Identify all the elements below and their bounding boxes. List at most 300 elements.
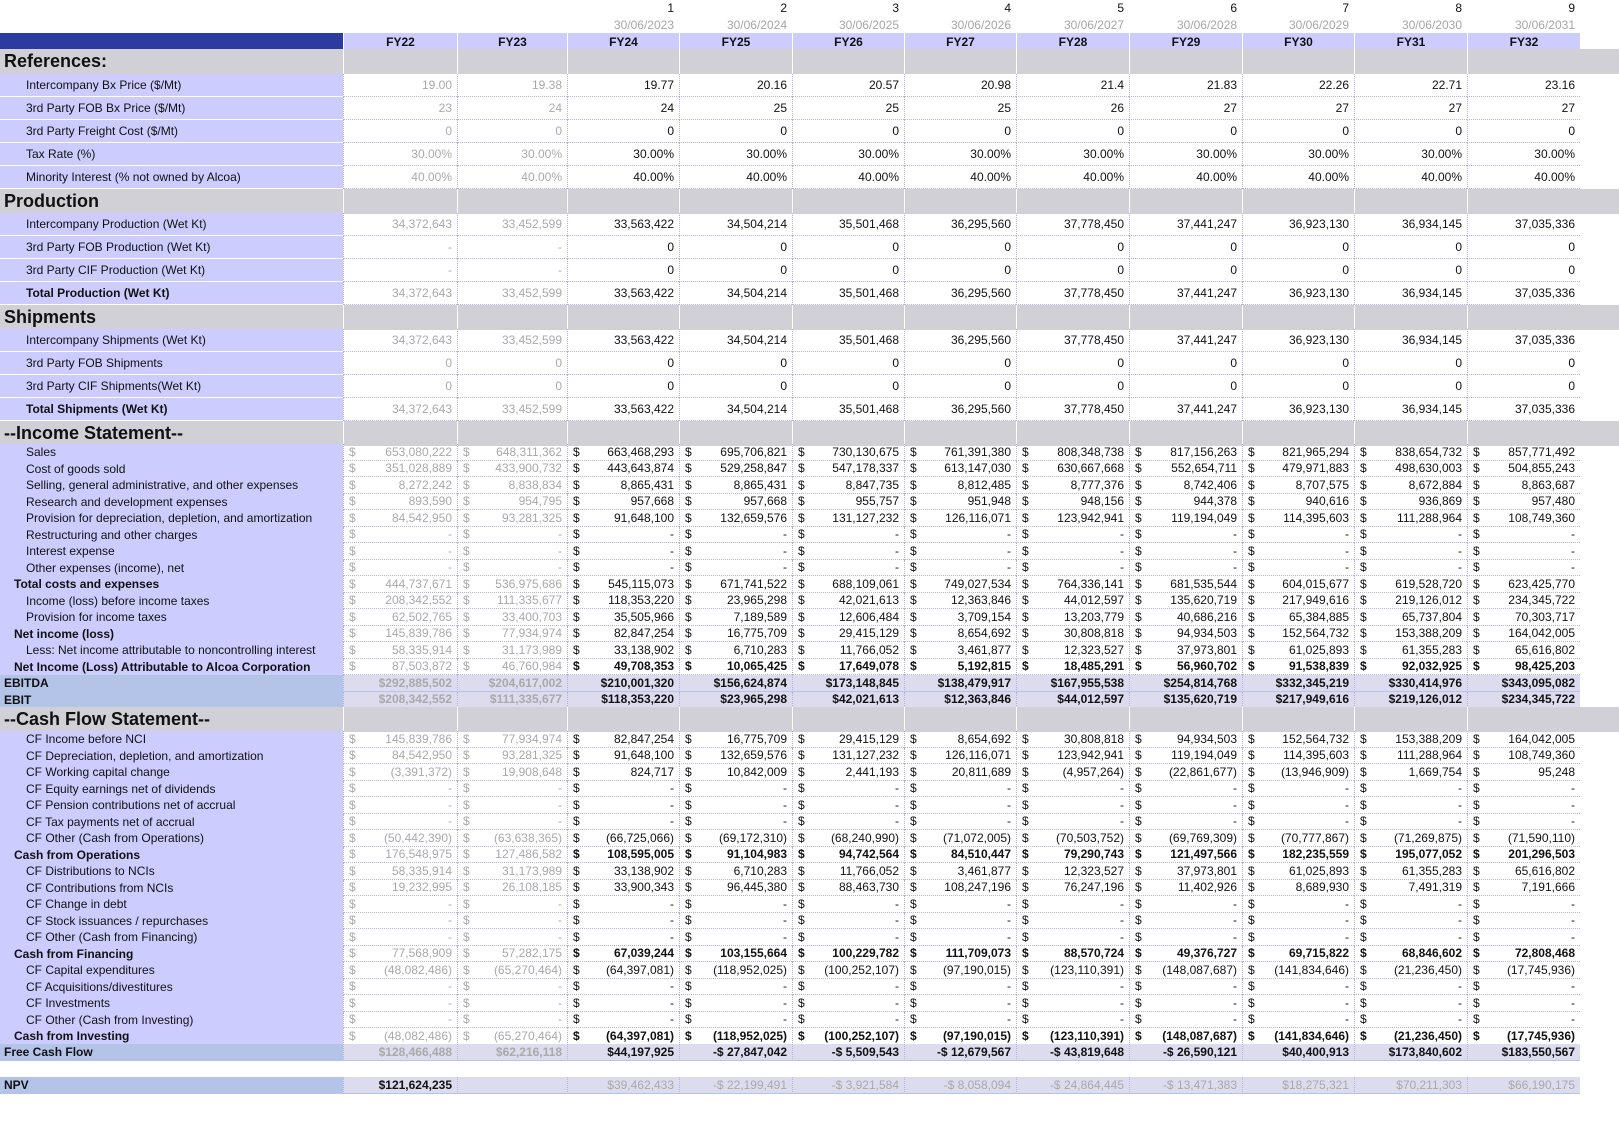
value-cell[interactable] xyxy=(457,863,567,880)
value-cell[interactable] xyxy=(1242,543,1354,560)
value-cell[interactable] xyxy=(904,946,1016,963)
value-cell[interactable] xyxy=(1129,995,1242,1012)
value-cell[interactable] xyxy=(1016,560,1129,577)
value-cell[interactable] xyxy=(792,880,904,897)
value-cell[interactable]: 30.00% xyxy=(679,143,792,166)
value-cell[interactable]: 0 xyxy=(1016,352,1129,375)
value-cell[interactable] xyxy=(457,510,567,527)
value-cell[interactable] xyxy=(1016,461,1129,478)
value-cell[interactable] xyxy=(679,962,792,979)
value-cell[interactable] xyxy=(1467,1028,1580,1045)
value-cell[interactable]: 0 xyxy=(679,120,792,143)
value-cell[interactable]: $66,190,175 xyxy=(1467,1077,1580,1094)
value-cell[interactable]: $332,345,219 xyxy=(1242,675,1354,692)
value-cell[interactable]: $204,617,002 xyxy=(457,675,567,692)
value-cell[interactable] xyxy=(1129,444,1242,461)
value-cell[interactable] xyxy=(792,847,904,864)
value-cell[interactable]: 0 xyxy=(1467,259,1580,282)
value-cell[interactable] xyxy=(904,962,1016,979)
row-label[interactable]: NPV xyxy=(0,1077,343,1094)
value-cell[interactable] xyxy=(567,814,679,831)
value-cell[interactable]: 0 xyxy=(904,259,1016,282)
value-cell[interactable]: 0 xyxy=(457,352,567,375)
value-cell[interactable] xyxy=(343,461,457,478)
value-cell[interactable] xyxy=(343,797,457,814)
value-cell[interactable]: 0 xyxy=(343,352,457,375)
value-cell[interactable] xyxy=(679,979,792,996)
value-cell[interactable] xyxy=(904,781,1016,798)
value-cell[interactable]: $39,462,433 xyxy=(567,1077,679,1094)
value-cell[interactable] xyxy=(792,609,904,626)
value-cell[interactable] xyxy=(457,642,567,659)
value-cell[interactable]: 37,441,247 xyxy=(1129,213,1242,236)
value-cell[interactable] xyxy=(904,929,1016,946)
value-cell[interactable]: 21.83 xyxy=(1129,74,1242,97)
value-cell[interactable] xyxy=(567,995,679,1012)
value-cell[interactable]: 0 xyxy=(1467,352,1580,375)
value-cell[interactable] xyxy=(679,560,792,577)
value-cell[interactable]: 20.16 xyxy=(679,74,792,97)
value-cell[interactable]: 0 xyxy=(1354,352,1467,375)
value-cell[interactable] xyxy=(679,814,792,831)
value-cell[interactable]: 36,295,560 xyxy=(904,213,1016,236)
value-cell[interactable]: 35,501,468 xyxy=(792,329,904,352)
value-cell[interactable]: 0 xyxy=(679,259,792,282)
value-cell[interactable] xyxy=(1354,797,1467,814)
value-cell[interactable] xyxy=(1354,626,1467,643)
value-cell[interactable] xyxy=(343,527,457,544)
value-cell[interactable] xyxy=(1129,847,1242,864)
value-cell[interactable] xyxy=(1129,659,1242,676)
value-cell[interactable] xyxy=(457,748,567,765)
value-cell[interactable]: 33,563,422 xyxy=(567,398,679,421)
value-cell[interactable] xyxy=(679,576,792,593)
value-cell[interactable] xyxy=(1016,979,1129,996)
value-cell[interactable] xyxy=(1242,609,1354,626)
value-cell[interactable]: 27 xyxy=(1129,97,1242,120)
value-cell[interactable]: 40.00% xyxy=(567,166,679,189)
value-cell[interactable] xyxy=(343,659,457,676)
value-cell[interactable] xyxy=(457,929,567,946)
value-cell[interactable]: 0 xyxy=(457,120,567,143)
value-cell[interactable] xyxy=(1129,626,1242,643)
value-cell[interactable]: 0 xyxy=(904,236,1016,259)
value-cell[interactable] xyxy=(457,576,567,593)
value-cell[interactable]: 0 xyxy=(1016,375,1129,398)
row-label[interactable]: CF Capital expenditures xyxy=(0,962,343,979)
value-cell[interactable] xyxy=(1242,461,1354,478)
value-cell[interactable]: 27 xyxy=(1354,97,1467,120)
value-cell[interactable]: FY24 xyxy=(567,33,679,50)
value-cell[interactable]: $156,624,874 xyxy=(679,675,792,692)
value-cell[interactable] xyxy=(457,626,567,643)
value-cell[interactable] xyxy=(1242,830,1354,847)
value-cell[interactable] xyxy=(567,830,679,847)
value-cell[interactable]: 0 xyxy=(343,375,457,398)
value-cell[interactable] xyxy=(343,929,457,946)
value-cell[interactable]: 40.00% xyxy=(1354,166,1467,189)
value-cell[interactable]: 24 xyxy=(457,97,567,120)
value-cell[interactable] xyxy=(904,494,1016,511)
row-label[interactable]: Intercompany Shipments (Wet Kt) xyxy=(0,329,343,352)
value-cell[interactable] xyxy=(1016,847,1129,864)
value-cell[interactable]: 0 xyxy=(679,352,792,375)
value-cell[interactable] xyxy=(679,830,792,847)
value-cell[interactable] xyxy=(1242,642,1354,659)
row-label[interactable]: CF Change in debt xyxy=(0,896,343,913)
value-cell[interactable]: 40.00% xyxy=(1467,166,1580,189)
row-label[interactable]: Total Shipments (Wet Kt) xyxy=(0,398,343,421)
value-cell[interactable] xyxy=(457,543,567,560)
value-cell[interactable] xyxy=(457,830,567,847)
row-label[interactable]: Interest expense xyxy=(0,543,343,560)
value-cell[interactable] xyxy=(679,609,792,626)
value-cell[interactable] xyxy=(792,1028,904,1045)
value-cell[interactable]: 34,372,643 xyxy=(343,213,457,236)
value-cell[interactable] xyxy=(1467,560,1580,577)
value-cell[interactable]: 20.57 xyxy=(792,74,904,97)
row-label[interactable]: CF Investments xyxy=(0,995,343,1012)
value-cell[interactable]: 0 xyxy=(679,375,792,398)
value-cell[interactable] xyxy=(792,461,904,478)
value-cell[interactable] xyxy=(1129,642,1242,659)
value-cell[interactable]: 25 xyxy=(904,97,1016,120)
value-cell[interactable] xyxy=(1354,444,1467,461)
value-cell[interactable] xyxy=(343,830,457,847)
value-cell[interactable] xyxy=(1016,527,1129,544)
value-cell[interactable] xyxy=(1467,781,1580,798)
value-cell[interactable] xyxy=(904,560,1016,577)
value-cell[interactable] xyxy=(1016,477,1129,494)
value-cell[interactable] xyxy=(567,863,679,880)
value-cell[interactable]: 0 xyxy=(567,375,679,398)
value-cell[interactable]: $118,353,220 xyxy=(567,692,679,709)
value-cell[interactable]: 36,923,130 xyxy=(1242,398,1354,421)
value-cell[interactable]: $135,620,719 xyxy=(1129,692,1242,709)
value-cell[interactable] xyxy=(1242,797,1354,814)
value-cell[interactable] xyxy=(343,995,457,1012)
value-cell[interactable] xyxy=(1354,946,1467,963)
value-cell[interactable] xyxy=(1016,1028,1129,1045)
value-cell[interactable] xyxy=(1016,731,1129,748)
value-cell[interactable] xyxy=(679,781,792,798)
value-cell[interactable]: 37,778,450 xyxy=(1016,329,1129,352)
value-cell[interactable] xyxy=(1242,880,1354,897)
value-cell[interactable] xyxy=(1467,847,1580,864)
value-cell[interactable] xyxy=(679,863,792,880)
value-cell[interactable] xyxy=(343,642,457,659)
value-cell[interactable] xyxy=(1016,896,1129,913)
value-cell[interactable]: 40.00% xyxy=(1129,166,1242,189)
value-cell[interactable]: 0 xyxy=(1467,236,1580,259)
value-cell[interactable] xyxy=(792,962,904,979)
value-cell[interactable] xyxy=(679,477,792,494)
value-cell[interactable] xyxy=(343,444,457,461)
value-cell[interactable] xyxy=(679,444,792,461)
value-cell[interactable]: 22.26 xyxy=(1242,74,1354,97)
value-cell[interactable] xyxy=(1467,962,1580,979)
value-cell[interactable]: 0 xyxy=(679,236,792,259)
value-cell[interactable]: $343,095,082 xyxy=(1467,675,1580,692)
value-cell[interactable] xyxy=(567,626,679,643)
value-cell[interactable]: 34,372,643 xyxy=(343,282,457,305)
value-cell[interactable] xyxy=(1129,731,1242,748)
value-cell[interactable] xyxy=(1354,995,1467,1012)
value-cell[interactable]: 0 xyxy=(1354,259,1467,282)
value-cell[interactable] xyxy=(1129,510,1242,527)
value-cell[interactable] xyxy=(792,543,904,560)
value-cell[interactable] xyxy=(1354,748,1467,765)
value-cell[interactable] xyxy=(457,913,567,930)
row-label[interactable]: 3rd Party CIF Production (Wet Kt) xyxy=(0,259,343,282)
value-cell[interactable]: 0 xyxy=(1242,236,1354,259)
value-cell[interactable]: 36,923,130 xyxy=(1242,329,1354,352)
value-cell[interactable] xyxy=(457,527,567,544)
value-cell[interactable] xyxy=(679,847,792,864)
value-cell[interactable] xyxy=(567,946,679,963)
value-cell[interactable] xyxy=(1242,847,1354,864)
value-cell[interactable]: 30.00% xyxy=(343,143,457,166)
value-cell[interactable] xyxy=(904,510,1016,527)
value-cell[interactable]: 34,372,643 xyxy=(343,398,457,421)
value-cell[interactable] xyxy=(1467,995,1580,1012)
value-cell[interactable]: 22.71 xyxy=(1354,74,1467,97)
value-cell[interactable]: - xyxy=(457,236,567,259)
value-cell[interactable] xyxy=(904,527,1016,544)
value-cell[interactable] xyxy=(792,830,904,847)
value-cell[interactable]: $23,965,298 xyxy=(679,692,792,709)
value-cell[interactable]: FY28 xyxy=(1016,33,1129,50)
value-cell[interactable] xyxy=(792,913,904,930)
row-label[interactable]: Income (loss) before income taxes xyxy=(0,593,343,610)
value-cell[interactable]: 5 xyxy=(1117,1,1124,15)
value-cell[interactable]: 40.00% xyxy=(343,166,457,189)
value-cell[interactable] xyxy=(567,880,679,897)
value-cell[interactable] xyxy=(567,560,679,577)
value-cell[interactable] xyxy=(1354,781,1467,798)
row-label[interactable]: 3rd Party FOB Bx Price ($/Mt) xyxy=(0,97,343,120)
value-cell[interactable] xyxy=(904,847,1016,864)
value-cell[interactable] xyxy=(904,444,1016,461)
value-cell[interactable]: 30.00% xyxy=(1354,143,1467,166)
row-label[interactable]: CF Working capital change xyxy=(0,764,343,781)
row-label[interactable]: CF Depreciation, depletion, and amortization xyxy=(0,748,343,765)
value-cell[interactable] xyxy=(1354,527,1467,544)
value-cell[interactable] xyxy=(792,477,904,494)
value-cell[interactable]: - xyxy=(457,259,567,282)
value-cell[interactable]: - xyxy=(343,236,457,259)
value-cell[interactable] xyxy=(1467,576,1580,593)
value-cell[interactable] xyxy=(343,979,457,996)
value-cell[interactable] xyxy=(1129,913,1242,930)
value-cell[interactable] xyxy=(1354,543,1467,560)
value-cell[interactable] xyxy=(1129,764,1242,781)
row-label[interactable]: Total costs and expenses xyxy=(0,576,343,593)
value-cell[interactable]: 0 xyxy=(904,120,1016,143)
value-cell[interactable] xyxy=(1242,560,1354,577)
value-cell[interactable] xyxy=(1016,510,1129,527)
value-cell[interactable] xyxy=(679,1012,792,1029)
value-cell[interactable] xyxy=(904,543,1016,560)
value-cell[interactable] xyxy=(567,659,679,676)
value-cell[interactable]: 0 xyxy=(792,120,904,143)
value-cell[interactable]: $12,363,846 xyxy=(904,692,1016,709)
value-cell[interactable]: FY26 xyxy=(792,33,904,50)
value-cell[interactable] xyxy=(792,797,904,814)
value-cell[interactable] xyxy=(343,913,457,930)
value-cell[interactable] xyxy=(1467,764,1580,781)
value-cell[interactable]: 30/06/2031 xyxy=(1514,17,1575,32)
row-label[interactable]: CF Other (Cash from Operations) xyxy=(0,830,343,847)
value-cell[interactable]: 36,934,145 xyxy=(1354,213,1467,236)
value-cell[interactable]: -$ 8,058,094 xyxy=(904,1077,1016,1094)
value-cell[interactable] xyxy=(1467,830,1580,847)
value-cell[interactable] xyxy=(567,576,679,593)
value-cell[interactable]: 37,441,247 xyxy=(1129,398,1242,421)
value-cell[interactable] xyxy=(343,494,457,511)
value-cell[interactable] xyxy=(1467,510,1580,527)
value-cell[interactable] xyxy=(567,593,679,610)
row-label[interactable]: Less: Net income attributable to noncontrolling interest xyxy=(0,642,343,659)
row-label[interactable]: 3rd Party CIF Shipments(Wet Kt) xyxy=(0,375,343,398)
value-cell[interactable] xyxy=(457,946,567,963)
value-cell[interactable]: FY29 xyxy=(1129,33,1242,50)
value-cell[interactable] xyxy=(567,527,679,544)
value-cell[interactable]: 0 xyxy=(567,236,679,259)
value-cell[interactable]: $121,624,235 xyxy=(343,1077,457,1094)
row-label[interactable]: Free Cash Flow xyxy=(0,1044,343,1061)
value-cell[interactable]: 0 xyxy=(1129,375,1242,398)
value-cell[interactable] xyxy=(679,494,792,511)
value-cell[interactable] xyxy=(343,510,457,527)
value-cell[interactable]: 19.38 xyxy=(457,74,567,97)
value-cell[interactable] xyxy=(1129,797,1242,814)
value-cell[interactable] xyxy=(904,764,1016,781)
value-cell[interactable]: 30.00% xyxy=(1467,143,1580,166)
value-cell[interactable] xyxy=(457,731,567,748)
value-cell[interactable] xyxy=(904,814,1016,831)
value-cell[interactable] xyxy=(679,896,792,913)
value-cell[interactable] xyxy=(1242,995,1354,1012)
value-cell[interactable]: 37,778,450 xyxy=(1016,213,1129,236)
value-cell[interactable]: 36,295,560 xyxy=(904,282,1016,305)
value-cell[interactable] xyxy=(679,1028,792,1045)
value-cell[interactable] xyxy=(904,626,1016,643)
value-cell[interactable] xyxy=(457,494,567,511)
value-cell[interactable] xyxy=(792,626,904,643)
row-label[interactable]: Research and development expenses xyxy=(0,494,343,511)
value-cell[interactable]: FY27 xyxy=(904,33,1016,50)
value-cell[interactable]: 30/06/2024 xyxy=(726,17,787,32)
value-cell[interactable] xyxy=(679,913,792,930)
value-cell[interactable] xyxy=(1354,461,1467,478)
value-cell[interactable] xyxy=(1242,979,1354,996)
value-cell[interactable] xyxy=(679,731,792,748)
value-cell[interactable] xyxy=(1016,626,1129,643)
row-label[interactable]: CF Pension contributions net of accrual xyxy=(0,797,343,814)
value-cell[interactable] xyxy=(679,461,792,478)
value-cell[interactable] xyxy=(1016,814,1129,831)
value-cell[interactable]: -$ 5,509,543 xyxy=(792,1044,904,1061)
value-cell[interactable]: 0 xyxy=(1354,375,1467,398)
value-cell[interactable]: 0 xyxy=(904,352,1016,375)
value-cell[interactable] xyxy=(1242,896,1354,913)
value-cell[interactable] xyxy=(567,477,679,494)
value-cell[interactable]: 35,501,468 xyxy=(792,213,904,236)
value-cell[interactable] xyxy=(457,781,567,798)
value-cell[interactable] xyxy=(904,659,1016,676)
value-cell[interactable] xyxy=(792,593,904,610)
value-cell[interactable]: $40,400,913 xyxy=(1242,1044,1354,1061)
value-cell[interactable] xyxy=(1129,1012,1242,1029)
value-cell[interactable]: $70,211,303 xyxy=(1354,1077,1467,1094)
value-cell[interactable] xyxy=(1129,863,1242,880)
value-cell[interactable]: 40.00% xyxy=(1242,166,1354,189)
value-cell[interactable] xyxy=(792,642,904,659)
value-cell[interactable] xyxy=(1467,946,1580,963)
value-cell[interactable] xyxy=(1242,962,1354,979)
value-cell[interactable] xyxy=(792,748,904,765)
value-cell[interactable] xyxy=(1467,913,1580,930)
value-cell[interactable]: 35,501,468 xyxy=(792,282,904,305)
value-cell[interactable]: 40.00% xyxy=(904,166,1016,189)
value-cell[interactable]: 25 xyxy=(679,97,792,120)
value-cell[interactable] xyxy=(679,946,792,963)
row-label[interactable]: CF Other (Cash from Financing) xyxy=(0,929,343,946)
row-label[interactable]: CF Stock issuances / repurchases xyxy=(0,913,343,930)
value-cell[interactable] xyxy=(1242,781,1354,798)
value-cell[interactable]: 0 xyxy=(1129,352,1242,375)
value-cell[interactable] xyxy=(1129,748,1242,765)
value-cell[interactable] xyxy=(567,1028,679,1045)
row-label[interactable]: CF Other (Cash from Investing) xyxy=(0,1012,343,1029)
value-cell[interactable] xyxy=(567,847,679,864)
value-cell[interactable] xyxy=(457,880,567,897)
value-cell[interactable]: 26 xyxy=(1016,97,1129,120)
value-cell[interactable] xyxy=(1242,593,1354,610)
value-cell[interactable] xyxy=(904,1012,1016,1029)
value-cell[interactable]: 27 xyxy=(1242,97,1354,120)
value-cell[interactable] xyxy=(1242,626,1354,643)
value-cell[interactable] xyxy=(1242,814,1354,831)
value-cell[interactable] xyxy=(1129,609,1242,626)
value-cell[interactable] xyxy=(1129,543,1242,560)
value-cell[interactable]: FY25 xyxy=(679,33,792,50)
value-cell[interactable] xyxy=(1016,543,1129,560)
value-cell[interactable] xyxy=(792,1012,904,1029)
value-cell[interactable] xyxy=(679,764,792,781)
value-cell[interactable] xyxy=(1016,880,1129,897)
value-cell[interactable]: -$ 12,679,567 xyxy=(904,1044,1016,1061)
value-cell[interactable] xyxy=(1354,642,1467,659)
value-cell[interactable] xyxy=(1354,962,1467,979)
value-cell[interactable]: 24 xyxy=(567,97,679,120)
value-cell[interactable] xyxy=(792,444,904,461)
value-cell[interactable] xyxy=(792,576,904,593)
value-cell[interactable]: 30/06/2027 xyxy=(1063,17,1124,32)
value-cell[interactable] xyxy=(1129,830,1242,847)
value-cell[interactable]: 37,035,336 xyxy=(1467,398,1580,421)
value-cell[interactable] xyxy=(904,797,1016,814)
value-cell[interactable] xyxy=(904,477,1016,494)
value-cell[interactable] xyxy=(904,731,1016,748)
value-cell[interactable] xyxy=(457,814,567,831)
value-cell[interactable] xyxy=(567,896,679,913)
value-cell[interactable] xyxy=(1129,946,1242,963)
value-cell[interactable] xyxy=(457,797,567,814)
row-label[interactable]: Sales xyxy=(0,444,343,461)
value-cell[interactable] xyxy=(567,444,679,461)
